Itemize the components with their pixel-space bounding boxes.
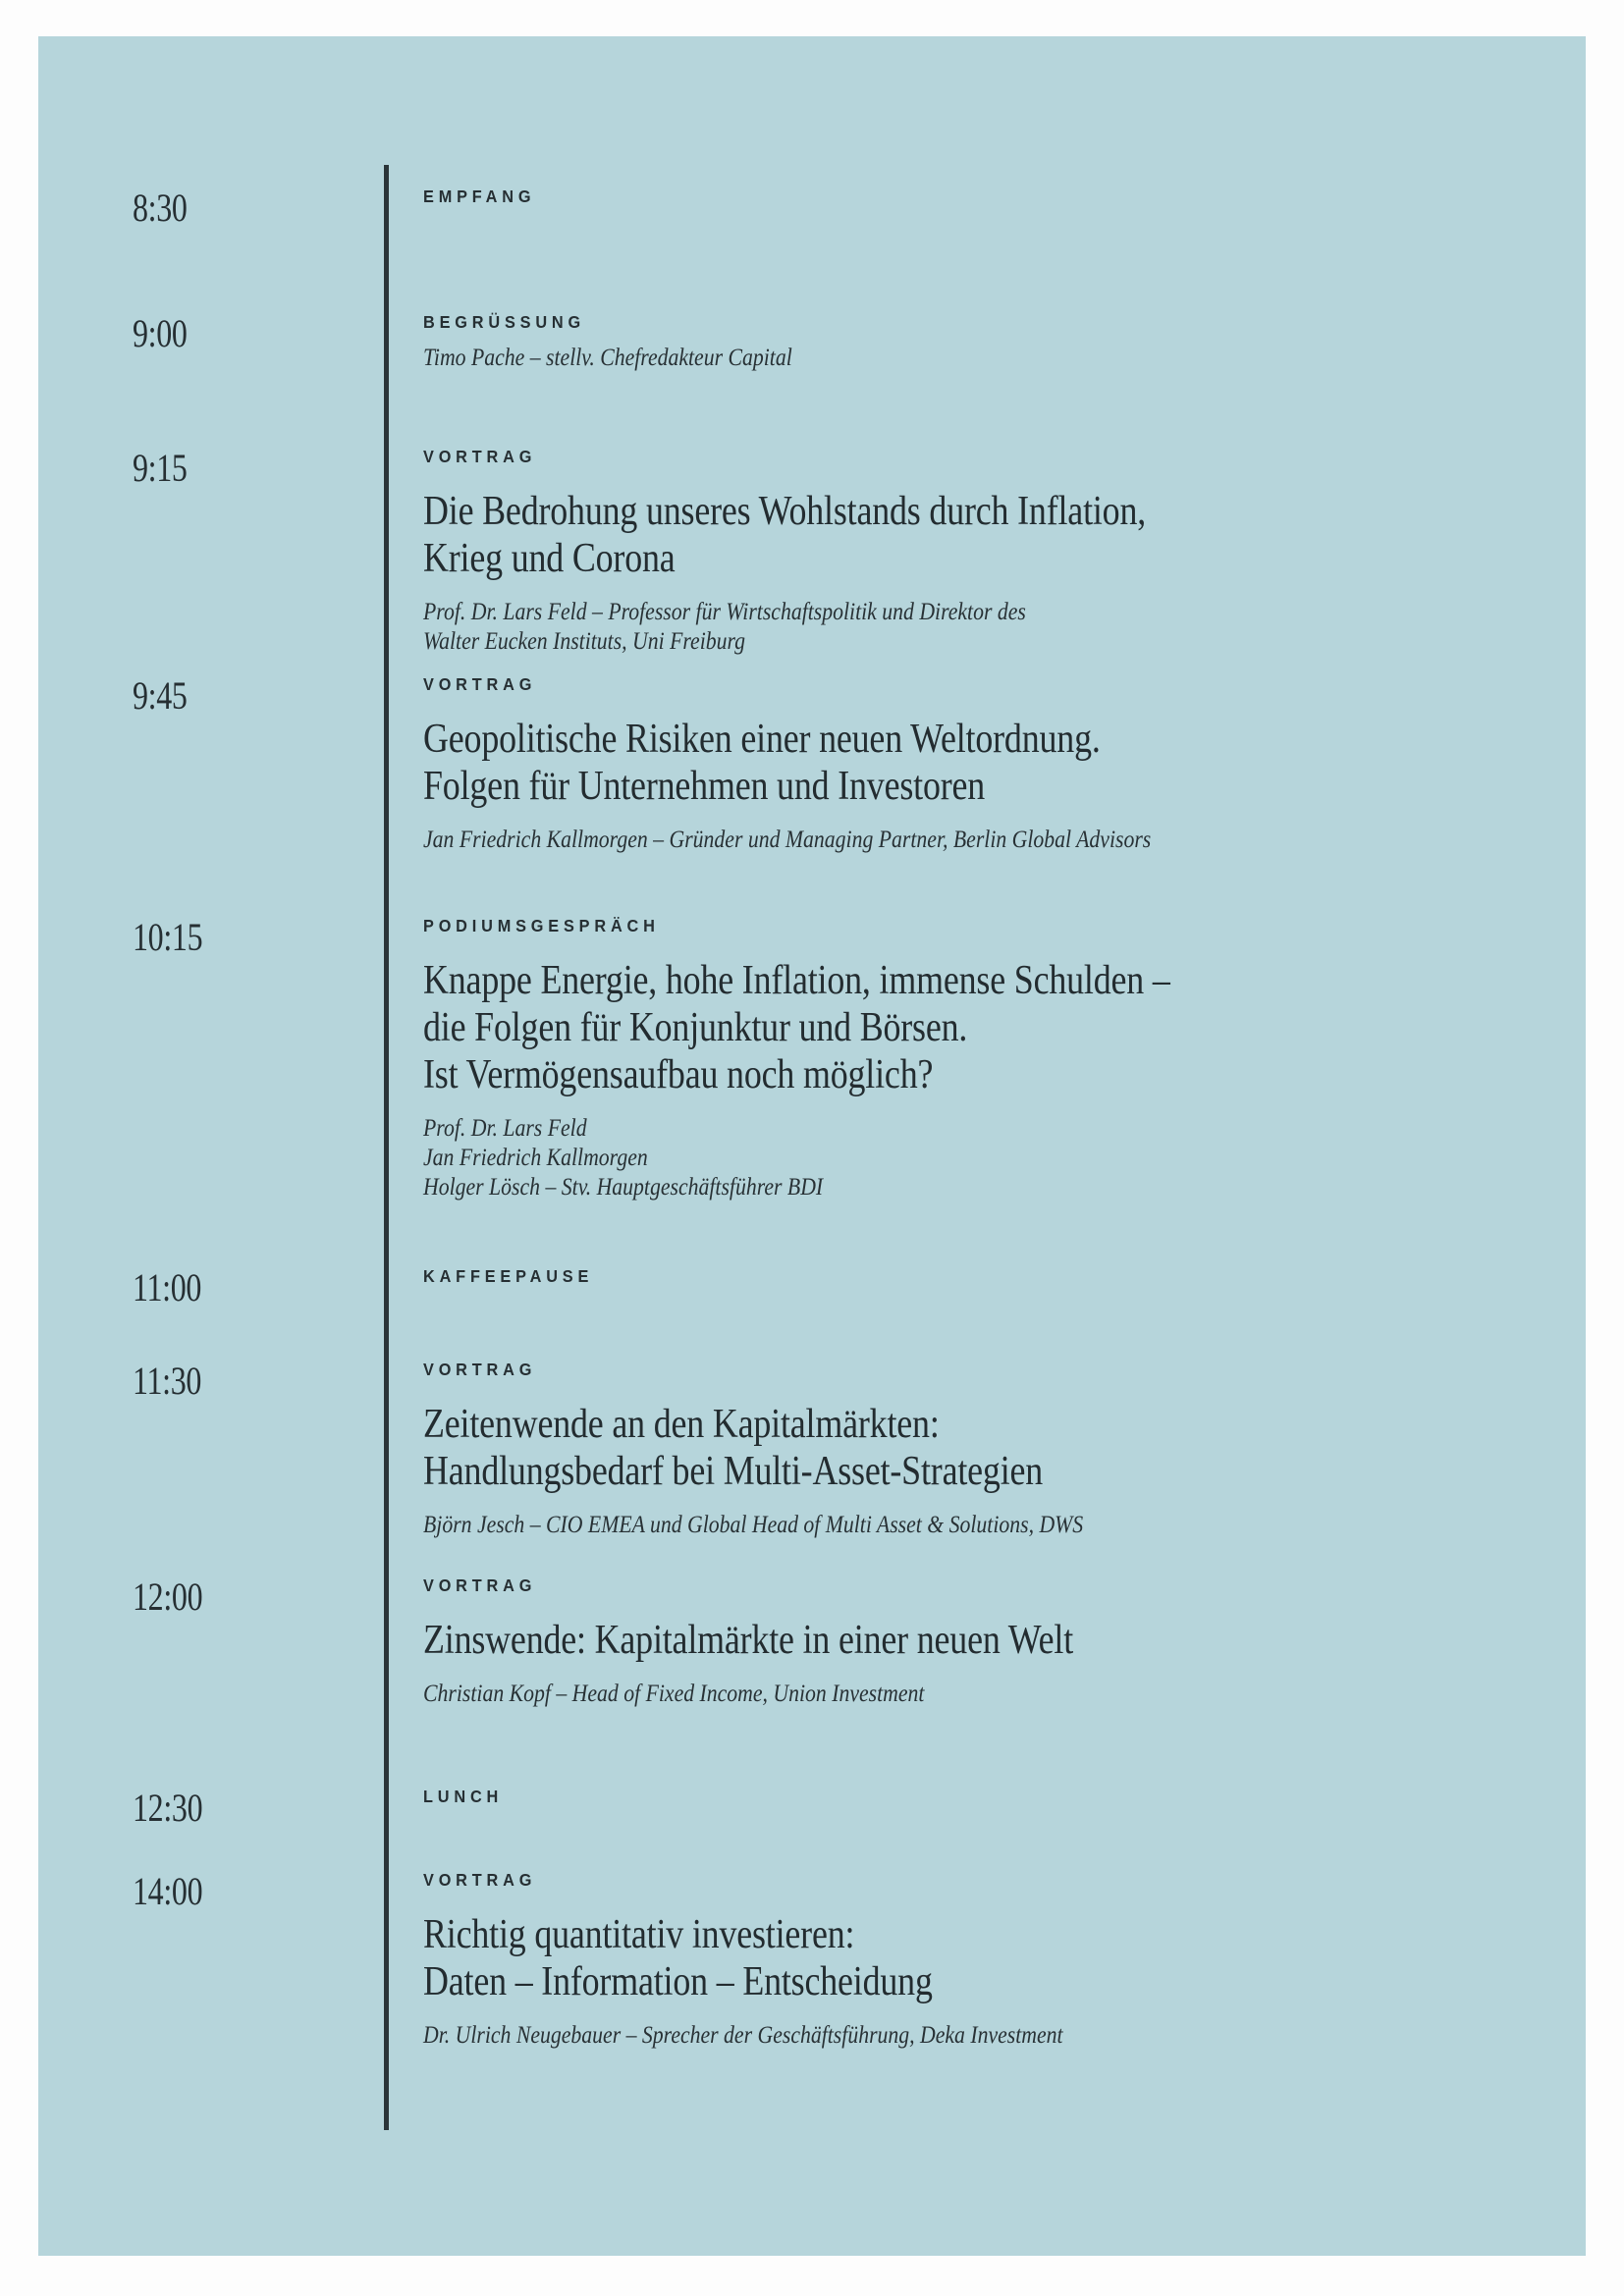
agenda-row-title-line: Die Bedrohung unseres Wohlstands durch Inflation, bbox=[423, 488, 1147, 534]
agenda-row-title-line: Folgen für Unternehmen und Investoren bbox=[423, 763, 986, 809]
agenda-row-speakers bbox=[423, 1680, 1435, 1709]
agenda-row bbox=[38, 1265, 1586, 1309]
agenda-row-speakers bbox=[423, 1114, 1435, 1202]
agenda-row-kicker: LUNCH bbox=[423, 1787, 504, 1806]
agenda-row bbox=[38, 188, 1586, 228]
agenda-row-kicker: VORTRAG bbox=[423, 1575, 537, 1595]
agenda-row-title bbox=[423, 957, 1417, 1098]
program-page bbox=[38, 36, 1586, 2256]
agenda-row-content bbox=[384, 188, 1586, 206]
agenda-schedule bbox=[38, 36, 1586, 2256]
agenda-row-speaker-line: Jan Friedrich Kallmorgen – Gründer und Managing Partner, Berlin Global Advisors bbox=[423, 826, 1152, 853]
agenda-row bbox=[38, 673, 1586, 855]
agenda-row-time: 12:00 bbox=[133, 1575, 203, 1619]
agenda-row-speaker-line: Holger Lösch – Stv. Hauptgeschäftsführer BDI bbox=[423, 1173, 824, 1201]
agenda-row-speaker-line: Christian Kopf – Head of Fixed Income, Union Investment bbox=[423, 1680, 925, 1707]
agenda-row-time: 10:15 bbox=[133, 915, 203, 959]
agenda-row-speaker-line: Prof. Dr. Lars Feld bbox=[423, 1114, 587, 1142]
agenda-row-title bbox=[423, 1617, 1417, 1664]
agenda-row-kicker: VORTRAG bbox=[423, 447, 537, 466]
agenda-row-speaker-line: Prof. Dr. Lars Feld – Professor für Wirtschaftspolitik und Direktor des bbox=[423, 598, 1026, 625]
agenda-row-kicker: VORTRAG bbox=[423, 1870, 537, 1890]
agenda-row-time: 11:00 bbox=[133, 1265, 202, 1309]
agenda-row-title bbox=[423, 1911, 1417, 2005]
agenda-row-speakers bbox=[423, 344, 1435, 373]
agenda-row bbox=[38, 1869, 1586, 2051]
agenda-row-kicker: VORTRAG bbox=[423, 1360, 537, 1379]
agenda-row-speaker-line: Walter Eucken Instituts, Uni Freiburg bbox=[423, 627, 746, 655]
agenda-row bbox=[38, 1359, 1586, 1540]
agenda-row-title-line: Zinswende: Kapitalmärkte in einer neuen Welt bbox=[423, 1617, 1074, 1663]
agenda-row-speakers bbox=[423, 1511, 1435, 1540]
agenda-row-kicker: KAFFEEPAUSE bbox=[423, 1266, 594, 1286]
agenda-row bbox=[38, 915, 1586, 1202]
agenda-row-speaker-line: Jan Friedrich Kallmorgen bbox=[423, 1144, 648, 1171]
agenda-row-kicker: VORTRAG bbox=[423, 674, 537, 694]
agenda-row-kicker: BEGRÜSSUNG bbox=[423, 312, 586, 332]
agenda-row bbox=[38, 446, 1586, 657]
agenda-row-title-line: Krieg und Corona bbox=[423, 535, 676, 581]
agenda-row-kicker: EMPFANG bbox=[423, 187, 536, 206]
agenda-row-time: 9:00 bbox=[133, 311, 188, 355]
agenda-row-title-line: Handlungsbedarf bei Multi-Asset-Strategien bbox=[423, 1448, 1044, 1494]
agenda-row-content bbox=[384, 1872, 1586, 2051]
agenda-row-speakers bbox=[423, 826, 1435, 855]
agenda-row-title-line: Ist Vermögensaufbau noch möglich? bbox=[423, 1051, 934, 1097]
agenda-row-title-line: die Folgen für Konjunktur und Börsen. bbox=[423, 1004, 968, 1050]
agenda-row-title-line: Zeitenwende an den Kapitalmärkten: bbox=[423, 1401, 940, 1447]
agenda-row-content bbox=[384, 1268, 1586, 1286]
agenda-row-title bbox=[423, 716, 1417, 810]
agenda-row-time: 9:15 bbox=[133, 446, 188, 490]
agenda-row-title-line: Geopolitische Risiken einer neuen Weltordnung. bbox=[423, 716, 1101, 762]
agenda-row-title-line: Knappe Energie, hohe Inflation, immense Schulden – bbox=[423, 957, 1170, 1003]
agenda-row-time: 12:30 bbox=[133, 1786, 203, 1830]
agenda-row-title bbox=[423, 488, 1417, 582]
agenda-row bbox=[38, 1577, 1586, 1709]
agenda-row-content bbox=[384, 918, 1586, 1202]
agenda-row-speaker-line: Dr. Ulrich Neugebauer – Sprecher der Geschäftsführung, Deka Investment bbox=[423, 2021, 1063, 2049]
agenda-row-speaker-line: Timo Pache – stellv. Chefredakteur Capital bbox=[423, 344, 792, 371]
agenda-row-speaker-line: Björn Jesch – CIO EMEA und Global Head of Multi Asset & Solutions, DWS bbox=[423, 1511, 1084, 1538]
agenda-row-time: 8:30 bbox=[133, 186, 188, 230]
agenda-row bbox=[38, 311, 1586, 373]
agenda-row-content bbox=[384, 314, 1586, 373]
agenda-row-speakers bbox=[423, 598, 1435, 657]
agenda-row-speakers bbox=[423, 2021, 1435, 2051]
agenda-row-content bbox=[384, 1362, 1586, 1540]
agenda-row-time: 11:30 bbox=[133, 1359, 202, 1403]
agenda-row-kicker: PODIUMSGESPRÄCH bbox=[423, 916, 660, 935]
agenda-row-content bbox=[384, 676, 1586, 855]
agenda-row-time: 9:45 bbox=[133, 673, 188, 718]
agenda-row-title-line: Richtig quantitativ investieren: bbox=[423, 1911, 855, 1957]
agenda-row-content bbox=[384, 1789, 1586, 1806]
agenda-row-content bbox=[384, 1577, 1586, 1709]
agenda-row-title bbox=[423, 1401, 1417, 1495]
agenda-row-content bbox=[384, 449, 1586, 657]
agenda-row bbox=[38, 1786, 1586, 1830]
agenda-row-time: 14:00 bbox=[133, 1869, 203, 1913]
agenda-row-title-line: Daten – Information – Entscheidung bbox=[423, 1958, 933, 2004]
